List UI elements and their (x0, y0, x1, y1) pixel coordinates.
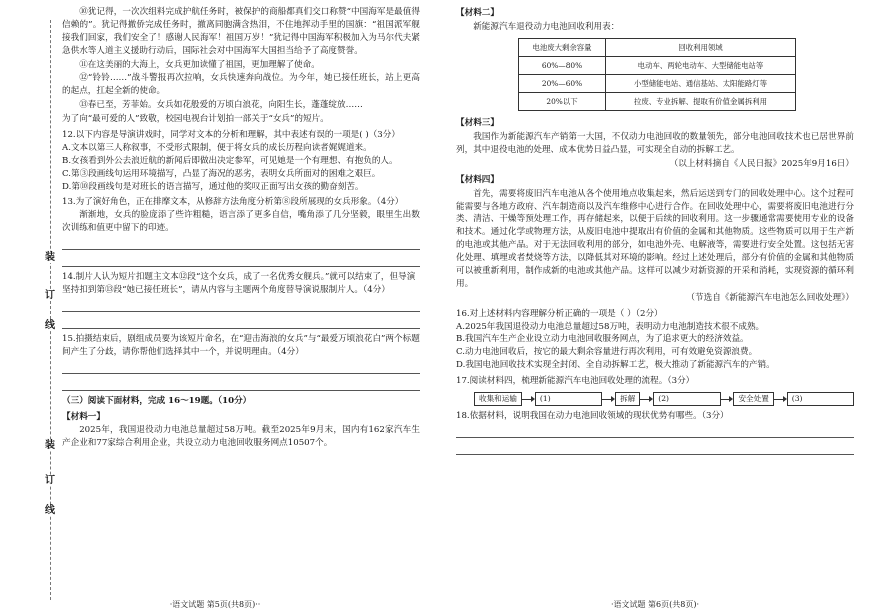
page-footer-right: ·语文试题 第6页(共8页)· (610, 600, 700, 609)
answer-line[interactable] (62, 299, 420, 312)
question-14: 14.制片人认为短片扣题主文本⑫段“这个女兵，成了一名优秀女舰兵。”就可以结束了，但导演坚持扣到第⑬段“她已接任班长”，请从内容与主题两个角度替导演说服制片人。（4分） (62, 272, 416, 296)
flow-step: 拆解 (615, 392, 640, 406)
flow-arrow-icon (721, 393, 734, 405)
material-4-text: 首先，需要将废旧汽车电池从各个使用地点收集起来，然后运送到专门的回收处理中心。这个过程可能需要与各地方政府、汽车制造商以及汽车维修中心进行合作。在回收处理中心，需要将废旧电池进行分类、清洁、干燥等预处理工作，再存储起来，以便于后续的回收利用。这一步骤通常需要使用专业的设备和技术。通过化学或物理方法，从废旧电池中提取出有价值的金属和其他物质。这些物质可以用于生产新的电池或其他产品。对于无法回收利用的部分，如电池外壳、电解液等，需要进行安全处置。这包括无害化处理、填埋或者焚烧等方法，以降低其对环境的影响。经过上述处理后，部分有价值的金属和其他物质可以被重新利用，制作成新的电池或其他产品。这样可以减少对新资源的开采和消耗，实现资源的循环利用。 (456, 188, 854, 289)
material-2-caption: 新能源汽车退役动力电池回收利用表： (473, 21, 620, 32)
material-3-text: 我国作为新能源汽车产销第一大国，不仅动力电池回收的数量领先，部分电池回收技术也已居世界前列，其中退役电池的处理、成本优势日益凸显，可实现全自动的拆解工艺。 (456, 132, 854, 155)
table-cell: 20%以下 (519, 93, 606, 111)
question-16-option-c: C.动力电池回收后，按它的最大剩余容量进行再次利用，可有效避免资源浪费。 (456, 347, 758, 358)
material-1-label: 【材料一】 (62, 411, 105, 422)
question-15: 15.拍摄结束后，剧组成员要为该短片命名，在“迎击海浪的女兵”与“最爱万顷浪花白”两个标题间产生了分歧，请你帮他们选择其中一个，并说明理由。（4分） (62, 333, 420, 357)
material-2-label: 【材料二】 (456, 8, 499, 18)
question-13-quote: 渐渐地，女兵的脸庞添了些许粗糙，语言添了更多自信，嘴角添了几分坚毅，眼里生出数次训练和值更中留下的印迹。 (62, 210, 420, 234)
flow-blank[interactable]: (2) (653, 392, 720, 406)
material-4-label: 【材料四】 (456, 174, 499, 185)
question-13: 13.为了演好角色，正在排摩文本，从修辞方法角度分析第⑧段所展现的女兵形象。（4分） (62, 197, 404, 208)
passage-paragraph-10: ⑩犹记得，一次次组料完成护航任务时，被保护的商船都真们交口称赞“中国海军是最值得信赖的”。犹记得撤侨完成任务时，撤离同胞满含热泪，不住地挥动手里的国旗：“祖国派军舰接我们回家，我们安全了！感谢人民海军！祖国万岁！”犹记得中国海军积极加入为马尔代夫紧急供水等人道主义援助行动后，国际社会对中国海军大国担当给予了高度赞誉。 (62, 7, 420, 56)
flow-arrow-icon (774, 393, 787, 405)
answer-line[interactable] (456, 442, 854, 455)
page-footer-left: ·语文试题 第5页(共8页)·· (169, 600, 261, 609)
question-12: 12.以下内容是导演讲戏时，同学对文本的分析和理解，其中表述有误的一项是( )（3分） (62, 130, 400, 141)
table-cell: 20%—60% (519, 75, 606, 93)
flow-blank[interactable]: (3) (787, 392, 854, 406)
table-cell: 小型储能电站、通信基站、太阳能路灯等 (606, 75, 796, 93)
passage-paragraph-11: ⑪在这美丽的大海上，女兵更加读懂了祖国，更加理解了使命。 (79, 59, 320, 70)
answer-line[interactable] (62, 254, 420, 267)
material-4-source: （节选自《新能源汽车电池怎么回收处理》） (686, 292, 854, 303)
flow-arrow-icon (640, 393, 653, 405)
material-source: （以上材料摘自《人民日报》2025年9月16日） (669, 158, 854, 169)
binding-label: 装 (41, 252, 59, 263)
passage-note: 为了向“最可爱的人”致敬，校园电视台计划拍一部关于“女兵”的短片。 (62, 114, 329, 125)
question-12-option-c: C.第③段画线句运用环境描写，凸显了海况的恶劣，表明女兵所面对的困难之艰巨。 (62, 168, 381, 179)
question-16: 16.对上述材料内容理解分析正确的一项是（ ）（2分） (456, 308, 663, 319)
battery-recycling-table (518, 38, 796, 111)
binding-label: 订 (41, 475, 59, 486)
passage-paragraph-12: ⑫“铃铃……”战斗警报再次拉响，女兵快速奔向战位。为今年，她已接任班长，站上更高的起点，扛起全新的使命。 (62, 73, 420, 97)
binding-label: 线 (41, 320, 59, 331)
answer-line[interactable] (456, 425, 854, 438)
question-12-option-d: D.第⑩段画线句是对班长的语言描写，通过他的奖叹正面写出女孩的勤奋刻苦。 (62, 181, 364, 192)
material-3-label: 【材料三】 (456, 118, 499, 129)
question-17: 17.阅读材料四，梳理新能源汽车电池回收处理的流程。（3分） (456, 376, 695, 387)
binding-label: 装 (41, 440, 59, 451)
table-cell: 拉废、专业拆解、提取有价值金属拆利用 (606, 93, 796, 111)
table-header-cell: 回收利用领域 (606, 38, 796, 56)
table-row (519, 56, 796, 74)
table-row (519, 75, 796, 93)
table-row (519, 93, 796, 111)
binding-label: 订 (41, 290, 59, 301)
section-3-heading: （三）阅读下面材料，完成 16～19题。（10分） (62, 395, 252, 406)
table-header-cell: 电池废大剩余容量 (519, 38, 606, 56)
answer-line[interactable] (62, 378, 420, 391)
flow-arrow-icon (602, 393, 615, 405)
material-1-text: 2025年，我国退役动力电池总量超过58万吨。截至2025年9月末，国内有162家汽车生产企业和77家综合利用企业，共设立动力电池回收服务网点10507个。 (62, 425, 420, 449)
answer-line[interactable] (62, 237, 420, 250)
left-page (0, 0, 430, 615)
answer-line[interactable] (62, 316, 420, 329)
question-16-option-d: D.我国电池回收技术实现全封闭、全自动拆解工艺，极大推动了新能源汽车的产销。 (456, 360, 775, 371)
passage-paragraph-13: ⑬春已至，芳菲始。女兵如花般爱的万顷白浪花，向阳生长，蓬蓬绽放…… (79, 100, 363, 111)
recycling-flowchart (474, 392, 854, 406)
question-12-option-b: B.女孩看到外公去浪近航的新闻后即做出决定参军，可见她是一个有理想、有抱负的人。 (62, 155, 398, 166)
right-page (440, 0, 870, 615)
flow-step: 安全处置 (733, 392, 773, 406)
flow-arrow-icon (522, 393, 535, 405)
question-16-option-a: A.2025年我国退役动力电池总量超过58万吨，表明动力电池制造技术很不成熟。 (456, 321, 765, 332)
binding-margin (40, 0, 58, 615)
question-16-option-b: B.我国汽车生产企业设立动力电池回收服务网点，为了追求更大的经济效益。 (456, 334, 749, 345)
answer-line[interactable] (62, 361, 420, 374)
binding-label: 线 (41, 505, 59, 516)
table-header-row (519, 38, 796, 56)
question-12-option-a: A.文本以第三人称叙事，不受形式限制，便于将女兵的成长历程向读者娓娓道来。 (62, 142, 372, 153)
flow-step: 收集和运输 (474, 392, 522, 406)
question-18: 18.依据材料，说明我国在动力电池回收领域的现状优势有哪些。（3分） (456, 411, 729, 422)
table-cell: 60%—80% (519, 56, 606, 74)
table-cell: 电动车、两轮电动车、大型储能电站等 (606, 56, 796, 74)
flow-blank[interactable]: (1) (535, 392, 602, 406)
